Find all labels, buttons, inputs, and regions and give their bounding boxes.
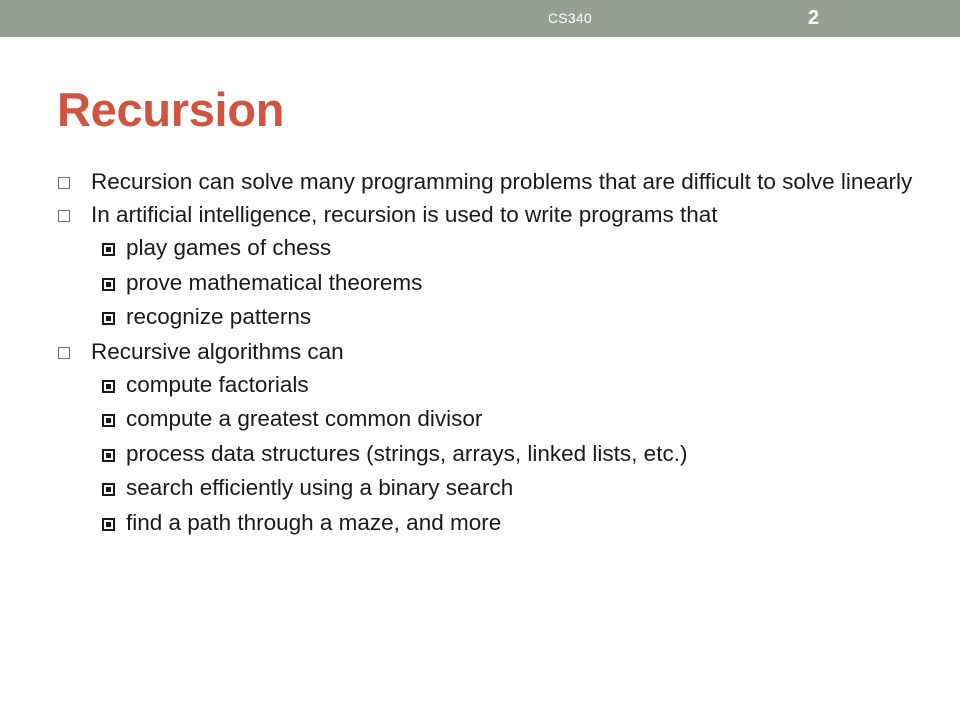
sub-bullet-text: prove mathematical theorems bbox=[126, 269, 423, 295]
sub-bullet-item bbox=[55, 303, 935, 330]
bullet-text: Recursive algorithms can bbox=[91, 338, 344, 364]
bullet-list bbox=[55, 168, 935, 543]
bullet-item bbox=[55, 201, 935, 228]
hollow-square-bullet-icon bbox=[58, 210, 70, 222]
sub-bullet-item bbox=[55, 509, 935, 536]
filled-square-bullet-icon bbox=[102, 414, 115, 427]
sub-bullet-text: find a path through a maze, and more bbox=[126, 509, 502, 535]
bullet-text: Recursion can solve many programming problems that are difficult to solve linearly bbox=[91, 169, 913, 194]
hollow-square-bullet-icon bbox=[58, 177, 70, 189]
sub-bullet-item bbox=[55, 371, 935, 398]
page-number: 2 bbox=[808, 7, 820, 29]
bullet-item bbox=[55, 168, 935, 195]
sub-bullet-item bbox=[55, 234, 935, 261]
sub-bullet-item bbox=[55, 269, 935, 296]
slide-title: Recursion bbox=[57, 83, 285, 136]
hollow-square-bullet-icon bbox=[58, 347, 70, 359]
sub-bullet-item bbox=[55, 405, 935, 432]
sub-bullet-item bbox=[55, 440, 935, 467]
header-bar bbox=[0, 0, 960, 37]
bullet-item bbox=[55, 338, 935, 365]
sub-bullet-text: search efficiently using a binary search bbox=[126, 475, 514, 500]
filled-square-bullet-icon bbox=[102, 449, 115, 462]
sub-bullet-text: compute a greatest common divisor bbox=[126, 406, 483, 431]
sub-bullet-text: play games of chess bbox=[126, 235, 332, 260]
filled-square-bullet-icon bbox=[102, 312, 115, 325]
filled-square-bullet-icon bbox=[102, 518, 115, 531]
filled-square-bullet-icon bbox=[102, 243, 115, 256]
sub-bullet-text: process data structures (strings, arrays, linked lists, etc.) bbox=[126, 440, 688, 466]
course-label: CS340 bbox=[548, 10, 592, 26]
filled-square-bullet-icon bbox=[102, 278, 115, 291]
sub-bullet-text: recognize patterns bbox=[126, 304, 312, 329]
sub-bullet-text: compute factorials bbox=[126, 371, 309, 397]
filled-square-bullet-icon bbox=[102, 380, 115, 393]
sub-bullet-item bbox=[55, 474, 935, 501]
bullet-text: In artificial intelligence, recursion is used to write programs that bbox=[91, 202, 718, 227]
filled-square-bullet-icon bbox=[102, 483, 115, 496]
